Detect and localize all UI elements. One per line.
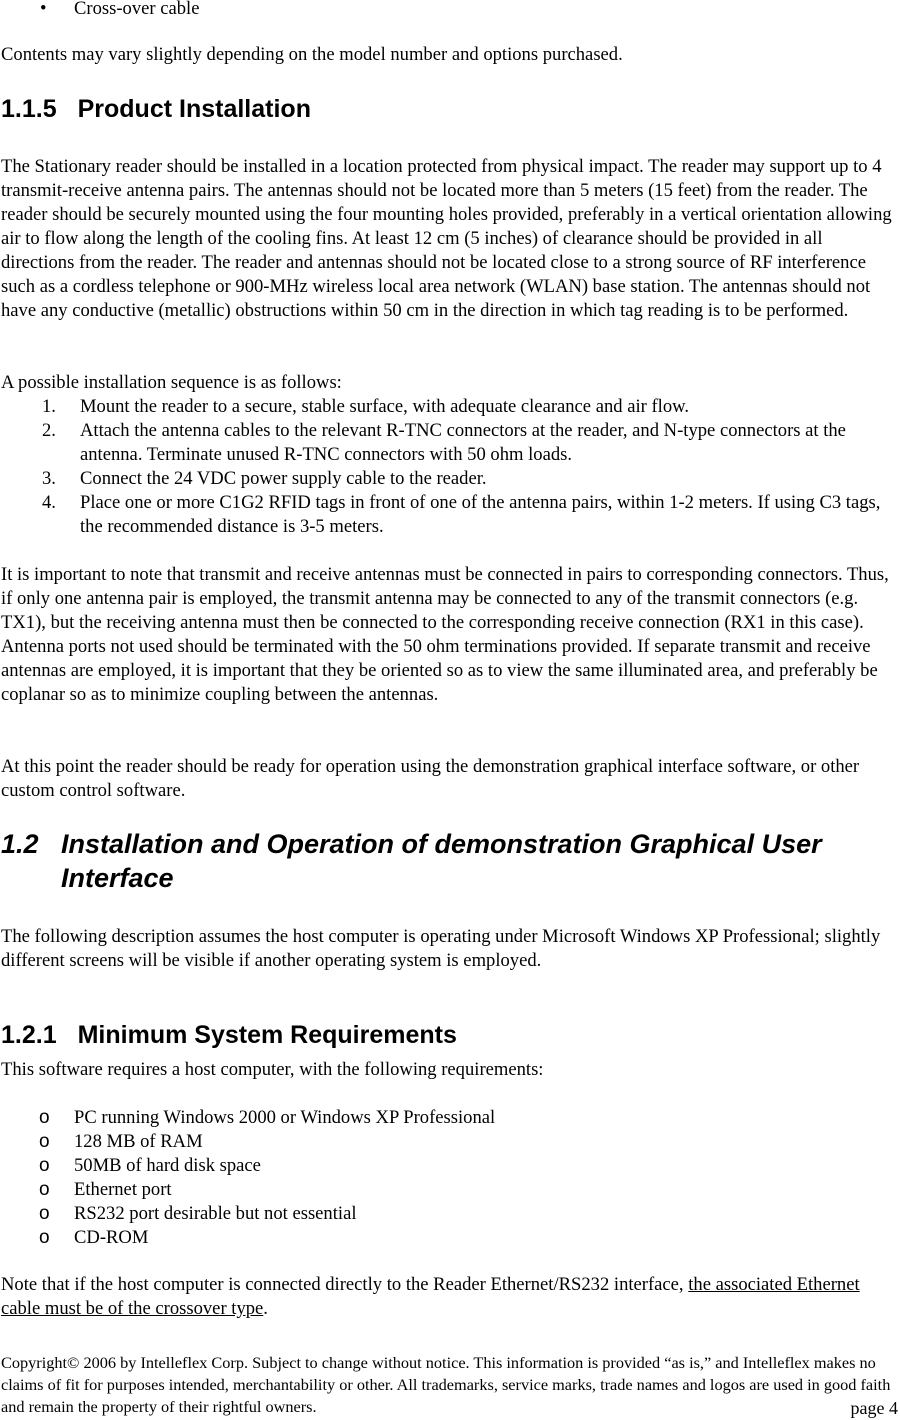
- list-item: [0, 1106, 880, 1130]
- antenna-pairs-paragraph: It is important to note that transmit and receive antennas must be connected in pairs to corresponding connectors. Thus, if only one antenna pair is employed, the transmit antenna may be connected to any of the transmit connectors (e.g. TX1), but the receiving antenna must then be connected to the corresponding receive connection (RX1 in this case). Antenna ports not used should be terminated with the 50 ohm terminations provided. If separate transmit and receive antennas are employed, it is important that they be oriented so as to view the same illuminated area, and preferably be coplanar so as to minimize coupling between the antennas.: [1, 564, 889, 705]
- ready-paragraph: At this point the reader should be ready for operation using the demonstration graphical interface software, or other custom control software.: [1, 756, 860, 801]
- list-item: [0, 0, 880, 21]
- list-item-text: 50MB of hard disk space: [74, 1155, 261, 1176]
- list-item-text: RS232 port desirable but not essential: [74, 1203, 357, 1224]
- list-number: 4.: [42, 492, 56, 513]
- circle-bullet-icon: o: [39, 1131, 50, 1152]
- windows-paragraph: The following description assumes the host computer is operating under Microsoft Windows XP Professional; slightly different screens will be visible if another operating system is employed.: [1, 926, 881, 971]
- bullet-icon: •: [40, 0, 47, 19]
- circle-bullet-icon: o: [39, 1155, 50, 1176]
- section-number: 1.2.1: [1, 1021, 57, 1049]
- list-item: [0, 1154, 880, 1178]
- list-item-text: PC running Windows 2000 or Windows XP Professional: [74, 1107, 496, 1128]
- list-number: 2.: [42, 420, 56, 441]
- list-item-text: Attach the antenna cables to the relevant R-TNC connectors at the reader, and N-type connectors at the antenna. Terminate unused R-TNC connectors with 50 ohm loads.: [80, 420, 846, 465]
- section-heading-1-1-5: [1, 94, 311, 124]
- list-item-text: Connect the 24 VDC power supply cable to the reader.: [80, 468, 487, 489]
- contents-note: Contents may vary slightly depending on the model number and options purchased.: [1, 44, 623, 65]
- list-item-text: 128 MB of RAM: [74, 1131, 203, 1152]
- sequence-intro: A possible installation sequence is as follows:: [1, 372, 342, 393]
- circle-bullet-icon: o: [39, 1107, 50, 1128]
- list-item-text: Mount the reader to a secure, stable surface, with adequate clearance and air flow.: [80, 396, 689, 417]
- page-number: page 4: [850, 1398, 898, 1418]
- note-underlined: the associated Ethernet cable must be of the crossover type: [1, 1274, 860, 1319]
- requirements-intro: This software requires a host computer, with the following requirements:: [1, 1059, 544, 1080]
- installation-paragraph: The Stationary reader should be installed in a location protected from physical impact. The reader may support up to 4 transmit-receive antenna pairs. The antennas should not be located more than 5 meters (15 feet) from the reader. The reader should be securely mounted using the four mounting holes provided, preferably in a vertical orientation allowing air to flow along the length of the cooling fins. At least 12 cm (5 inches) of clearance should be provided in all directions from the reader. The reader and antennas should not be located close to a strong source of RF interference such as a cordless telephone or 900-MHz wireless local area network (WLAN) base station. The antennas should not have any conductive (metallic) obstructions within 50 cm in the direction in which tag reading is to be performed.: [1, 156, 892, 321]
- list-item: [0, 1226, 880, 1250]
- list-item: [0, 1202, 880, 1226]
- list-item-text: Ethernet port: [74, 1179, 172, 1200]
- copyright-footer: Copyright© 2006 by Intelleflex Corp. Subject to change without notice. This information is provided “as is,” and Intelleflex makes no claims of fit for purposes intended, merchantability or other. All trademarks, service marks, trade names and logos are used in good faith and remain the property of their rightful owners.: [1, 1353, 891, 1416]
- section-heading-1-2-1: [1, 1020, 457, 1050]
- section-number: 1.2: [1, 829, 39, 859]
- section-title-line1: Installation and Operation of demonstration Graphical User: [61, 829, 822, 859]
- section-title: Product Installation: [77, 95, 311, 123]
- note-tail: .: [263, 1298, 268, 1319]
- list-number: 3.: [42, 468, 56, 489]
- crossover-note: [1, 1273, 897, 1321]
- section-title: Minimum System Requirements: [77, 1021, 457, 1049]
- note-lead: Note that if the host computer is connected directly to the Reader Ethernet/RS232 interface,: [1, 1274, 689, 1295]
- list-item-text: Place one or more C1G2 RFID tags in front of one of the antenna pairs, within 1-2 meters. If using C3 tags, the recommended distance is 3-5 meters.: [80, 492, 881, 537]
- list-item-text: CD-ROM: [74, 1227, 149, 1248]
- section-number: 1.1.5: [1, 95, 57, 123]
- list-item: [0, 1130, 880, 1154]
- circle-bullet-icon: o: [39, 1227, 50, 1248]
- list-item: [0, 1178, 880, 1202]
- circle-bullet-icon: o: [39, 1179, 50, 1200]
- list-item-text: Cross-over cable: [74, 0, 200, 19]
- list-number: 1.: [42, 396, 56, 417]
- circle-bullet-icon: o: [39, 1203, 50, 1224]
- section-title-line2: Interface: [61, 863, 174, 893]
